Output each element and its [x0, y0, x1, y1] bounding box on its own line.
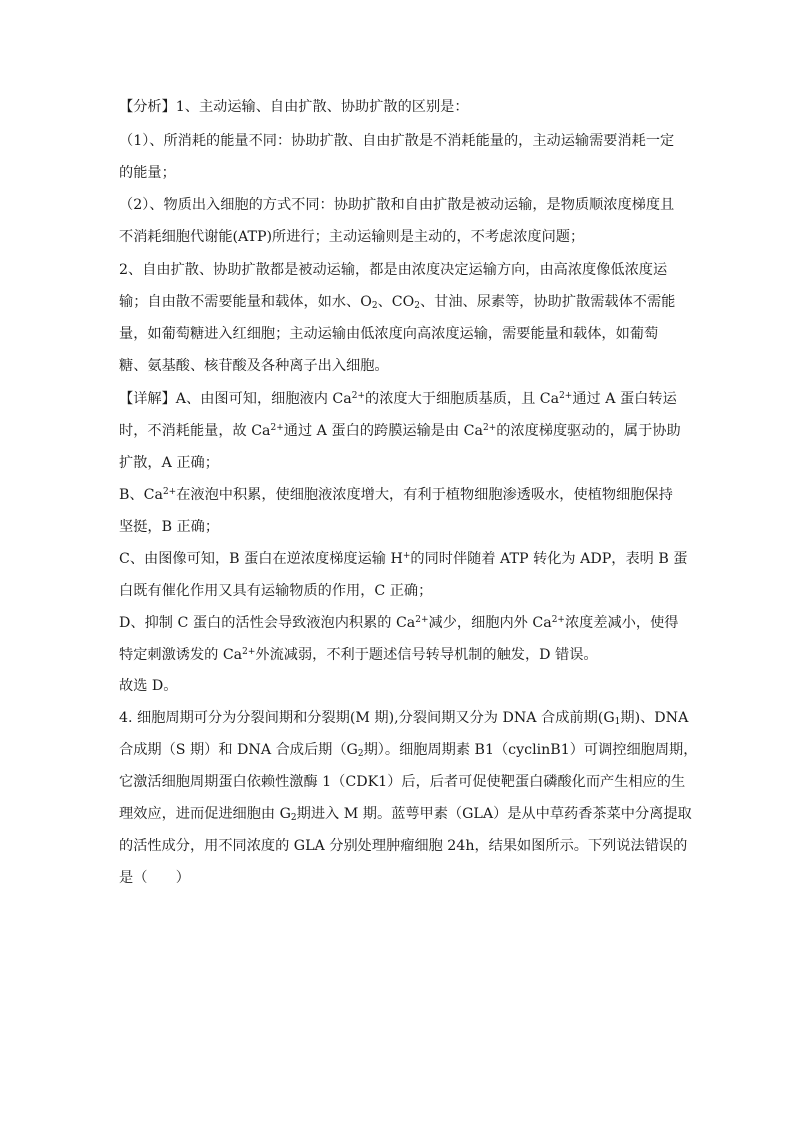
- detail-line-9: 特定刺激诱发的 $Ca^{2+}$外流减弱，不利于题述信号转导机制的触发，D 错误。: [119, 647, 598, 663]
- question4-line-1: 4. 细胞周期可分为分裂间期和分裂期(M 期),分裂间期又分为 DNA 合成前期($G_1$期)、DNA: [119, 710, 689, 727]
- analysis-line-6: 2、自由扩散、协助扩散都是被动运输，都是由浓度决定运输方向，由高浓度像低浓度运: [119, 262, 668, 278]
- detail-line-4: B、$Ca^{2+}$在液泡中积累，使细胞液浓度增大，有利于植物细胞渗透吸水，使植物细胞保持: [119, 487, 673, 503]
- analysis-line-7: 输；自由散不需要能量和载体，如水、$O_2$、$CO_2$、甘油、尿素等，协助扩散需载体不需能: [119, 294, 676, 311]
- detail-line-6: C、由图像可知，B 蛋白在逆浓度梯度运输 H+的同时伴随着 ATP 转化为 ADP，表明 B 蛋: [119, 551, 688, 567]
- question4-line-4: 理效应，进而促进细胞由 $G_2$期进入 M 期。蓝萼甲素（GLA）是从中草药香茶菜中分离提取: [119, 806, 692, 823]
- detail-heading: 【详解】: [119, 391, 176, 407]
- answer-line: 故选 D。: [119, 678, 178, 694]
- analysis-line-1: 【分析】1、主动运输、自由扩散、协助扩散的区别是：: [119, 99, 469, 115]
- question4-line-5: 的活性成分，用不同浓度的 GLA 分别处理肿瘤细胞 24h，结果如图所示。下列说法错误的: [119, 838, 688, 854]
- detail-line-5: 坚挺，B 正确；: [119, 519, 220, 535]
- question4-line-6: 是（ ）: [119, 870, 190, 886]
- analysis-line-3: 的能量；: [119, 165, 176, 181]
- analysis-line-5: 不消耗细胞代谢能(ATP)所进行；主动运输则是主动的，不考虑浓度问题；: [119, 229, 585, 245]
- analysis-line-2: （1）、所消耗的能量不同：协助扩散、自由扩散是不消耗能量的，主动运输需要消耗一定: [119, 133, 675, 149]
- question4-line-3: 它激活细胞周期蛋白依赖性激酶 1（CDK1）后，后者可促使靶蛋白磷酸化而产生相应的生: [119, 774, 686, 790]
- analysis-line-8: 量，如葡萄糖进入红细胞；主动运输由低浓度向高浓度运输，需要能量和载体，如葡萄: [119, 326, 659, 342]
- detail-line-3: 扩散，A 正确；: [119, 455, 219, 471]
- detail-line-7: 白既有催化作用又具有运输物质的作用，C 正确；: [119, 583, 433, 599]
- analysis-line-9: 糖、氨基酸、核苷酸及各种离子出入细胞。: [119, 358, 389, 374]
- analysis-line-4: （2）、物质出入细胞的方式不同：协助扩散和自由扩散是被动运输，是物质顺浓度梯度且: [119, 197, 675, 213]
- detail-line-1: 【详解】A、由图可知，细胞液内 $Ca^{2+}$的浓度大于细胞质基质，且 $Ca^{2+}$通过 A 蛋白转运: [119, 391, 677, 407]
- detail-line-2: 时，不消耗能量，故 $Ca^{2+}$通过 A 蛋白的跨膜运输是由 $Ca^{2+}$的浓度梯度驱动的，属于协助: [119, 423, 681, 439]
- analysis-heading: 【分析】: [119, 99, 176, 115]
- question4-line-2: 合成期（S 期）和 DNA 合成后期（$G_2$期）。细胞周期素 B1（cyclinB1）可调控细胞周期，: [119, 742, 698, 759]
- detail-line-8: D、抑制 C 蛋白的活性会导致液泡内积累的 $Ca^{2+}$减少，细胞内外 $Ca^{2+}$浓度差减小，使得: [119, 615, 679, 631]
